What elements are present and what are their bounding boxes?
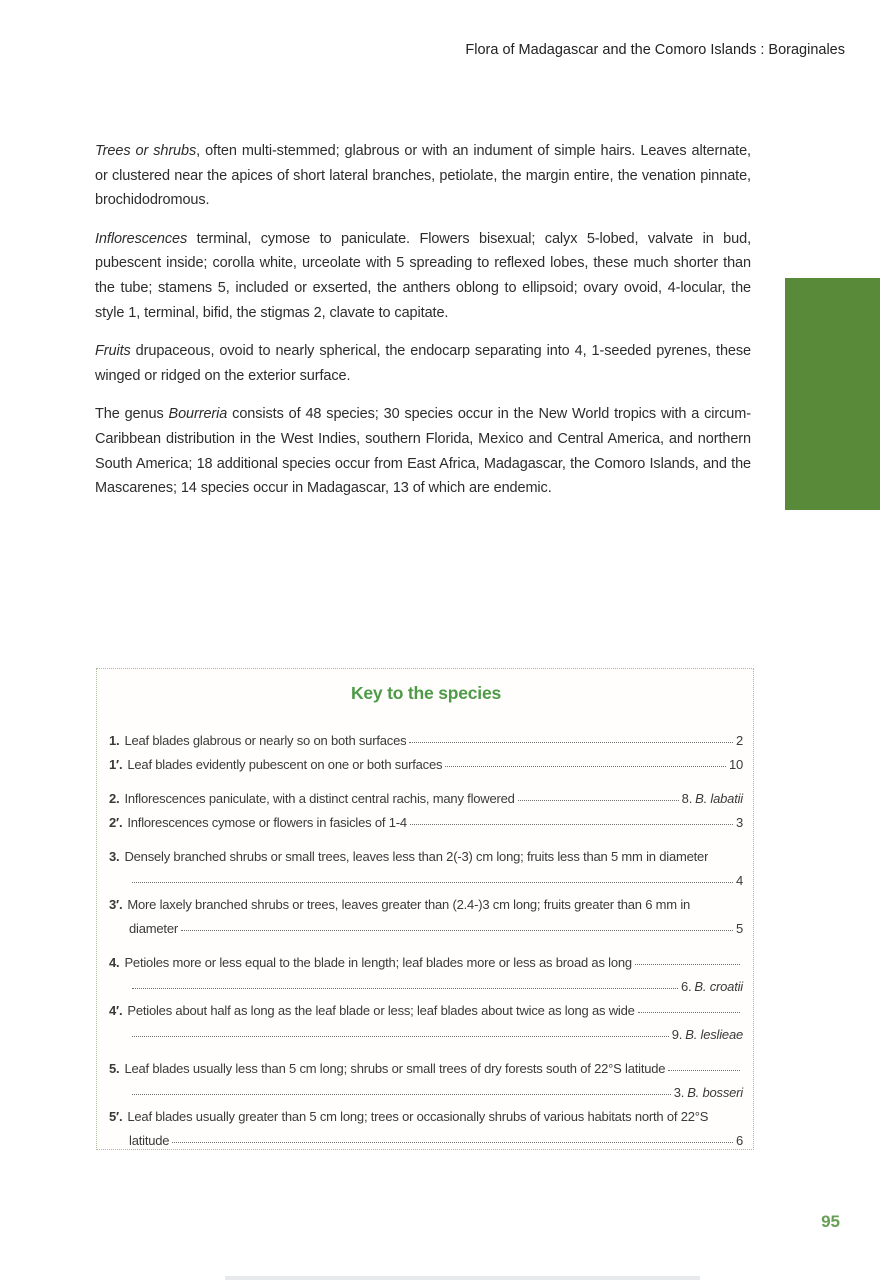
- key-lead-text: latitude: [129, 1133, 170, 1148]
- key-target-species: B. labatii: [695, 791, 743, 806]
- key-lead-text: Leaf blades glabrous or nearly so on both surfaces: [124, 733, 407, 748]
- dot-leader: [445, 766, 726, 767]
- key-line: [109, 946, 743, 970]
- key-line: [109, 724, 743, 748]
- key-title: Key to the species: [350, 683, 502, 703]
- dot-leader: [132, 988, 678, 989]
- key-lead-text: Inflorescences paniculate, with a distinct central rachis, many flowered: [124, 791, 515, 806]
- key-lead-text: Leaf blades usually greater than 5 cm long; trees or occasionally shrubs of various habitats north of 22°S: [127, 1109, 709, 1124]
- key-couplet-number: 1.: [109, 733, 120, 748]
- key-line: [109, 1100, 743, 1124]
- key-target: 6: [735, 1133, 743, 1148]
- key-couplet-number: 3.: [109, 849, 120, 864]
- key-line: [109, 1124, 743, 1148]
- key-lead-text: More laxely branched shrubs or trees, leaves greater than (2.4-)3 cm long; fruits greater than 6 mm in: [127, 897, 691, 912]
- paragraph-text: terminal, cymose to paniculate. Flowers bisexual; calyx 5-lobed, valvate in bud, pubescent inside; corolla white, urceolate with 5 spreading to reflexed lobes, these much shorter than the tube; stamens 5, included or exserted, the anthers oblong to ellipsoid; ovary ovoid, 4-locular, the style 1, terminal, bifid, the stigmas 2, clavate to capitate.: [95, 230, 751, 321]
- key-line: [109, 1052, 743, 1076]
- key-lead-text: Leaf blades usually less than 5 cm long; shrubs or small trees of dry forests south of 22°S latitude: [124, 1061, 666, 1076]
- key-couplet-number: 5′.: [109, 1109, 123, 1124]
- taxon-name: Inflorescences: [95, 230, 188, 247]
- dot-leader: [635, 964, 740, 965]
- key-line: [109, 1076, 743, 1100]
- paragraph-text: , often multi-stemmed; glabrous or with an indument of simple hairs. Leaves alternate, or clustered near the apices of short lateral branches, petiolate, the margin entire, the venation pinnate, brochidodromous.: [95, 143, 751, 209]
- paragraph-text: consists of 48 species; 30 species occur in the New World tropics with a circum-Caribbean distribution in the West Indies, southern Florida, Mexico and Central America, and northern South America; 18 additional species occur from East Africa, Madagascar, the Comoro Islands, and the Mascarenes; 14 species occur in Madagascar, 13 of which are endemic.: [95, 406, 751, 497]
- key-group: [109, 782, 743, 830]
- key-line: [109, 782, 743, 806]
- paragraph-text: drupaceous, ovoid to nearly spherical, the endocarp separating into 4, 1-seeded pyrenes, these winged or ridged on the exterior surface.: [95, 343, 751, 384]
- paragraph: [95, 339, 751, 388]
- key-line: [109, 806, 743, 830]
- key-group: [109, 724, 743, 772]
- paragraph-text: The genus: [95, 406, 169, 423]
- key-group: [109, 1052, 743, 1148]
- green-accent-block: [785, 278, 880, 510]
- paragraph: [95, 402, 751, 500]
- body-text: [95, 139, 751, 515]
- key-lead-text: Densely branched shrubs or small trees, leaves less than 2(-3) cm long; fruits less than 5 mm in diameter: [124, 849, 709, 864]
- dot-leader: [172, 1142, 733, 1143]
- key-line: [109, 840, 743, 864]
- key-line: [109, 888, 743, 912]
- key-target: 9.: [671, 1027, 683, 1042]
- key-target-species: B. bosseri: [687, 1085, 743, 1100]
- dot-leader: [518, 800, 679, 801]
- key-line: [109, 994, 743, 1018]
- key-target: 4: [735, 873, 743, 888]
- key-line: [109, 970, 743, 994]
- key-target-species: B. croatii: [694, 979, 743, 994]
- key-target: 6.: [680, 979, 692, 994]
- running-header: Flora of Madagascar and the Comoro Islands : Boraginales: [465, 42, 845, 58]
- key-target: 10: [728, 757, 743, 772]
- page-edge-artifact: [225, 1276, 700, 1280]
- taxon-name: Fruits: [95, 343, 131, 360]
- key-couplet-number: 4′.: [109, 1003, 123, 1018]
- page-number: 95: [821, 1212, 840, 1231]
- paragraph: [95, 139, 751, 213]
- key-line: [109, 1018, 743, 1042]
- key-line: [109, 864, 743, 888]
- key-target: 2: [735, 733, 743, 748]
- key-couplet-number: 5.: [109, 1061, 120, 1076]
- key-couplet-number: 3′.: [109, 897, 123, 912]
- key-entries: [109, 724, 743, 1148]
- dot-leader: [132, 882, 733, 883]
- species-key-box: [96, 668, 754, 1150]
- taxon-name: Bourreria: [168, 406, 228, 423]
- key-group: [109, 946, 743, 1042]
- key-lead-text: Leaf blades evidently pubescent on one or both surfaces: [127, 757, 443, 772]
- key-lead-text: Inflorescences cymose or flowers in fasicles of 1-4: [127, 815, 407, 830]
- key-couplet-number: 4.: [109, 955, 120, 970]
- key-lead-text: diameter: [129, 921, 178, 936]
- key-group: [109, 840, 743, 936]
- key-lead-text: Petioles about half as long as the leaf blade or less; leaf blades about twice as long as wide: [127, 1003, 635, 1018]
- key-target: 3: [735, 815, 743, 830]
- key-line: [109, 912, 743, 936]
- dot-leader: [638, 1012, 740, 1013]
- key-target: 8.: [681, 791, 693, 806]
- taxon-name: Trees or shrubs: [95, 143, 197, 159]
- dot-leader: [410, 824, 733, 825]
- dot-leader: [132, 1094, 671, 1095]
- key-lead-text: Petioles more or less equal to the blade in length; leaf blades more or less as broad as long: [124, 955, 632, 970]
- key-target: 3.: [673, 1085, 685, 1100]
- key-target: 5: [735, 921, 743, 936]
- key-couplet-number: 1′.: [109, 757, 123, 772]
- dot-leader: [409, 742, 733, 743]
- key-couplet-number: 2′.: [109, 815, 123, 830]
- key-target-species: B. leslieae: [685, 1027, 743, 1042]
- dot-leader: [132, 1036, 669, 1037]
- key-couplet-number: 2.: [109, 791, 120, 806]
- key-line: [109, 748, 743, 772]
- dot-leader: [181, 930, 733, 931]
- paragraph: [95, 227, 751, 325]
- dot-leader: [668, 1070, 740, 1071]
